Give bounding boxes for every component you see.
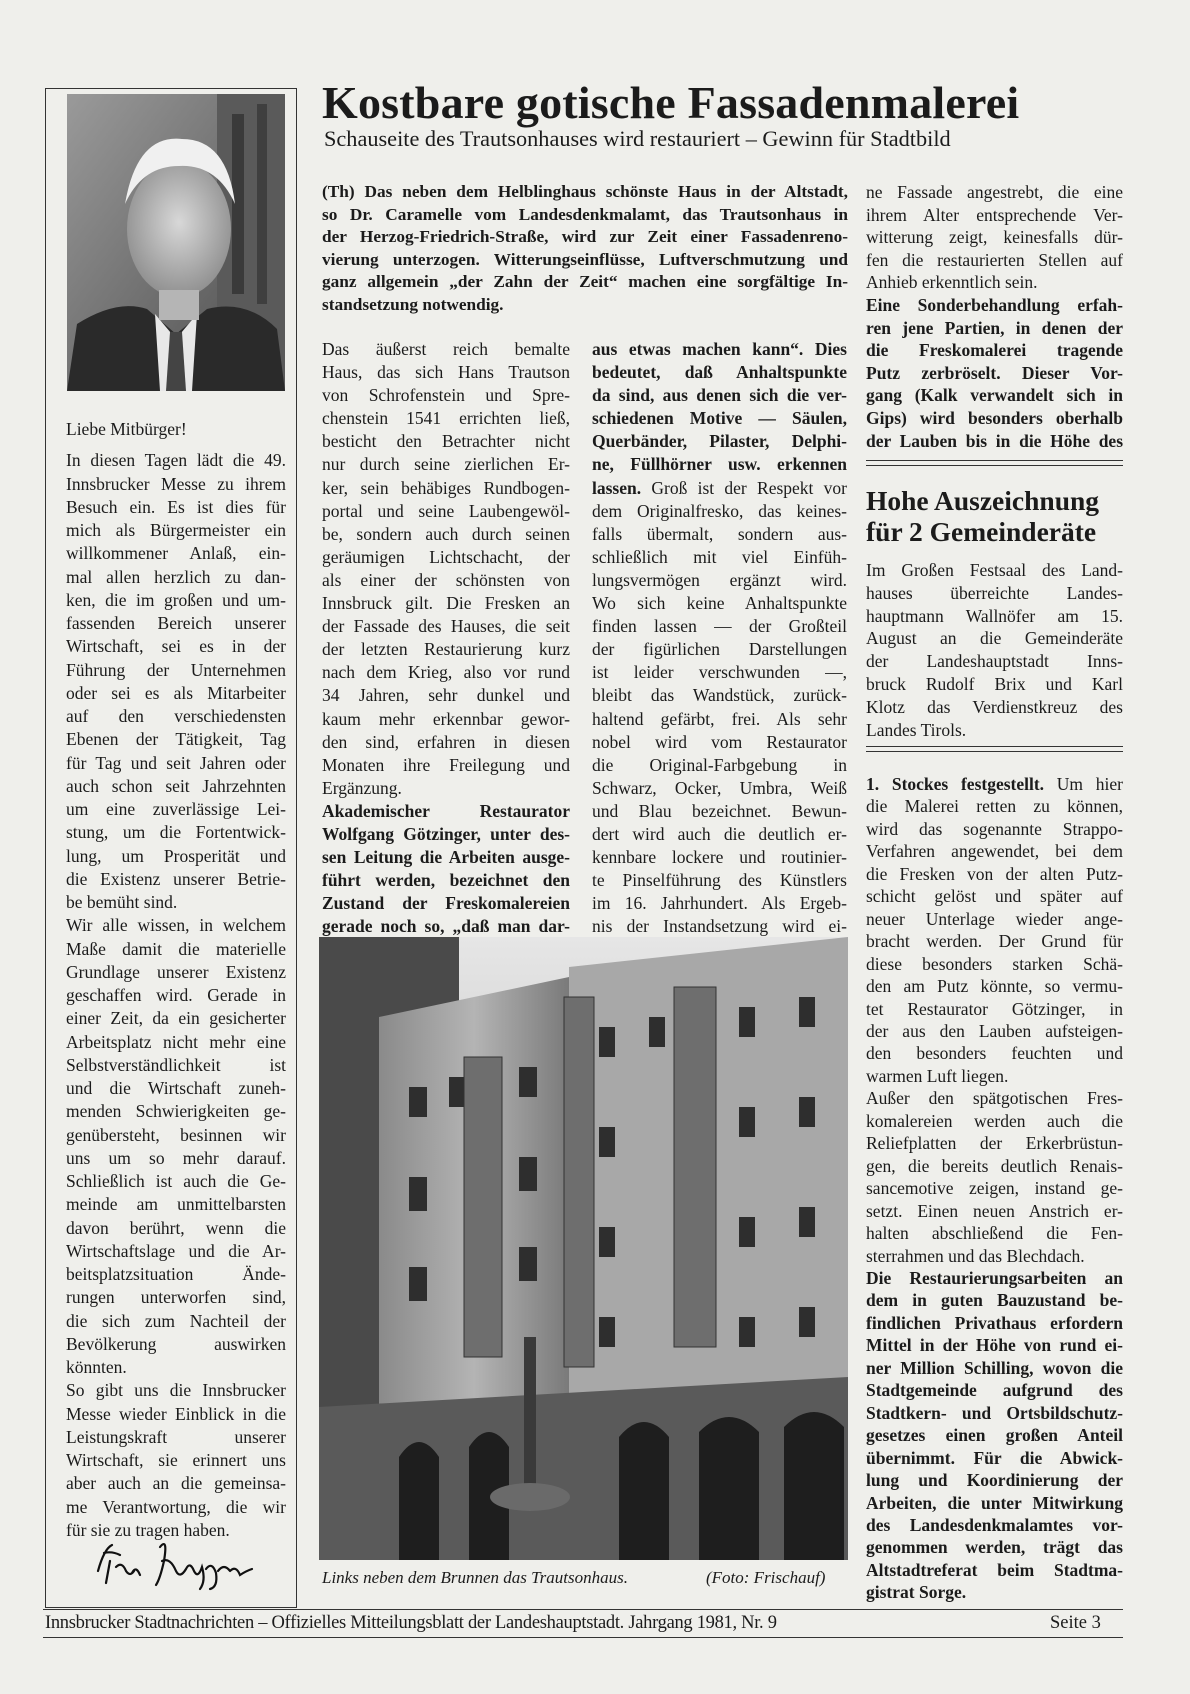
text-line: für Tag und seit Jahren oder (66, 752, 286, 773)
text-line: Landes Tirols. (866, 719, 967, 740)
text-line: Zustand der Freskomalereien (322, 893, 570, 914)
text-line: und die Wirtschaft zuneh- (66, 1078, 286, 1098)
text-line: lung und Koordinierung der (866, 1470, 1123, 1491)
text-line: Arbeiten, die unter Mitwirkung (866, 1492, 1123, 1513)
text-segment: Um hier (1044, 774, 1123, 794)
text-line: dem in guten Bauzustand be- (866, 1290, 1123, 1311)
mayor-letter-text (66, 418, 286, 1542)
letter-greeting: Liebe Mitbürger! (66, 419, 187, 439)
text-line: Außer den spätgotischen Fres- (866, 1088, 1123, 1109)
text-line: sterrahmen und das Blechdach. (866, 1245, 1085, 1266)
text-line: Akademischer Restaurator (322, 800, 570, 821)
article-column-2 (592, 338, 847, 938)
double-rule-divider (866, 746, 1123, 752)
text-line: Stadtgemeinde aufgrund des (866, 1380, 1123, 1401)
text-line: Messe wieder Einblick in die (66, 1403, 286, 1424)
text-line: sancemotive zeigen, instand ge- (866, 1178, 1123, 1199)
double-rule-divider (866, 460, 1123, 466)
text-line: Anhieb erkenntlich sein. (866, 272, 1038, 293)
text-line: diese besonders starken Schä- (866, 953, 1123, 974)
text-line: fassenden Bereich unserer (66, 613, 286, 633)
text-line: me Verantwortung, die wir (66, 1496, 286, 1517)
text-line: falls übermalt, sondern aus- (592, 523, 847, 544)
text-line: dert wird auch die deutlich er- (592, 823, 847, 844)
text-line: fen die restaurierten Stellen auf (866, 249, 1123, 270)
text-line: ker, sein behäbiges Rundbogen- (322, 477, 570, 498)
text-line: be bemüht sind. (66, 892, 178, 912)
text-line: die sich zum Nachteil der (66, 1310, 286, 1331)
text-line: findlichen Privathaus erfordern (866, 1312, 1123, 1333)
article-column-3-bottom (866, 773, 1123, 1604)
text-line: bleibt das Wandstück, zurück- (592, 685, 847, 706)
text-line: Das äußerst reich bemalte (322, 339, 570, 359)
text-line (592, 430, 847, 453)
text-line: Schließlich ist auch die Ge- (66, 1171, 286, 1191)
text-line: Klotz das Verdienstkreuz des (866, 696, 1123, 717)
text-line: ken, die im großen und um- (66, 589, 286, 610)
text-segment: schiedenen Motive — Säulen, (592, 408, 847, 429)
text-line: der Landeshauptstadt Inns- (866, 651, 1123, 672)
text-line: dem Originalfresko, das keines- (592, 500, 847, 521)
text-line: mal allen herzlich zu dan- (66, 566, 286, 587)
text-line: chenstein 1541 errichten ließ, (322, 408, 570, 429)
text-line: lung, um Prosperität und (66, 845, 286, 866)
text-line: ganz allgemein „der Zahn der Zeit“ machen eine sorgfältige In- (322, 272, 848, 292)
text-line (592, 407, 847, 430)
text-line: 34 Jahren, sehr dunkel und (322, 685, 570, 706)
text-line (592, 453, 847, 476)
text-line: schließlich mit viel Einfüh- (592, 546, 847, 567)
text-line: vierung unterzogen. Witterungseinflüsse, Luftverschmutzung und (322, 249, 848, 269)
article-headline: Kostbare gotische Fassadenmalerei (322, 77, 1020, 128)
text-line: Besuch ein. Es ist dies für (66, 496, 286, 517)
text-line: Monaten ihre Freilegung und (322, 754, 570, 775)
text-line: Reliefplatten der Erkerbrüstun- (866, 1133, 1123, 1154)
article-subtitle: Schauseite des Trautsonhauses wird restauriert – Gewinn für Stadtbild (324, 126, 951, 151)
text-line: Führung der Unternehmen (66, 659, 286, 680)
text-line: des Landesdenkmalamtes vor- (866, 1514, 1123, 1535)
text-line: halten abschließend die Fen- (866, 1223, 1123, 1244)
text-line: August an die Gemeinderäte (866, 628, 1123, 649)
text-line: neuer Unterlage wieder ange- (866, 908, 1123, 929)
text-line (592, 361, 847, 384)
text-line: Selbstverständlichkeit ist (66, 1054, 286, 1075)
text-line: der Herzog-Friedrich-Straße, wird zur Zeit einer Fassadenreno- (322, 227, 848, 247)
text-segment: bedeutet, daß Anhaltspunkte (592, 362, 847, 383)
text-line: den besonders feuchten und (866, 1043, 1123, 1064)
sidebar-headline-line-2: für 2 Gemeinderäte (866, 516, 1097, 547)
mayor-portrait-photo (67, 94, 285, 391)
text-line: Ergänzung. (322, 777, 402, 798)
article-column-3-top (866, 181, 1123, 452)
text-line (866, 773, 1123, 795)
text-line: (Th) Das neben dem Helblinghaus schönste Haus in der Altstadt, (322, 182, 848, 201)
text-line: willkommener Anlaß, ein- (66, 543, 286, 564)
text-line: portal und seine Laubengewöl- (322, 500, 570, 521)
text-line: Gips) wird besonders oberhalb (866, 407, 1123, 428)
sidebar-headline-line-1: Hohe Auszeichnung (866, 485, 1100, 516)
text-line: einer Zeit, da ein gesicherter (66, 1008, 286, 1029)
text-line: Wirtschaft, sie erinnert uns (66, 1450, 286, 1470)
text-line: rungen unterworfen sind, (66, 1287, 286, 1308)
text-line: so Dr. Caramelle vom Landesdenkmalamt, das Trautsonhaus in (322, 204, 848, 224)
text-line: übernimmt. Für die Abwick- (866, 1447, 1123, 1468)
text-line: nach dem Krieg, also vor rund (322, 662, 570, 683)
photo-caption: Links neben dem Brunnen das Trautsonhaus. (322, 1568, 628, 1587)
text-line (592, 384, 847, 407)
text-line: Haus, das sich Hans Trautson (322, 362, 570, 383)
text-line: der letzten Restaurierung kurz (322, 639, 570, 660)
text-line: der Lauben bis in die Höhe des (866, 430, 1123, 451)
footer-rule-top (43, 1609, 1123, 1610)
text-line: gerade noch so, „daß man dar- (322, 916, 570, 937)
text-line: te Pinselführung des Künstlers (592, 870, 847, 891)
text-line: Innsbrucker Messe zu ihrem (66, 473, 286, 494)
text-line: schicht gelöst und später auf (866, 886, 1123, 907)
text-line: finden lassen — der Großteil (592, 616, 847, 637)
text-line: kennbare lockere und routinier- (592, 847, 847, 868)
text-line: setzt. Einen neuen Anstrich er- (866, 1200, 1123, 1221)
text-line: für sie zu tragen haben. (66, 1519, 230, 1540)
text-line: die Existenz unserer Betrie- (66, 868, 286, 889)
text-line: standsetzung notwendig. (322, 294, 504, 314)
text-line: auch schon seit Jahrzehnten (66, 775, 286, 796)
text-segment: ne, Füllhörner usw. erkennen (592, 454, 847, 475)
text-line: lungsvermögen ergänzt wird. (592, 569, 847, 590)
text-line: gang (Kalk verwandelt sich in (866, 385, 1123, 406)
text-line: ner Million Schilling, wovon die (866, 1357, 1123, 1378)
text-line: Wirtschaftslage und die Ar- (66, 1240, 286, 1261)
text-line: als einer der schönsten von (322, 569, 570, 590)
text-line: Die Restaurierungsarbeiten an (866, 1267, 1123, 1288)
text-line: uns um so mehr darauf. (66, 1147, 286, 1168)
text-line: die Malerei retten zu können, (866, 796, 1123, 817)
text-line: Wirtschaft, sei es in der (66, 636, 286, 657)
text-line: die Freskomalerei tragende (866, 340, 1123, 361)
text-line: hauses überreichte Landes- (866, 582, 1123, 603)
text-line: aber auch an die gemeinsa- (66, 1473, 286, 1494)
text-line: um eine zuverlässige Lei- (66, 799, 286, 819)
text-line: geräumigen Lichtschacht, der (322, 546, 570, 567)
text-line: Verfahren angewendet, bei dem (866, 841, 1123, 862)
text-line: meinde am unmittelbarsten (66, 1194, 286, 1215)
text-line: Altstadtreferat beim Stadtma- (866, 1559, 1123, 1580)
text-line: den sind, erfahren in diesen (322, 731, 570, 752)
text-line: ne Fassade angestrebt, die eine (866, 182, 1123, 202)
text-line: führt werden, bezeichnet den (322, 870, 570, 891)
text-line: witterung zeigt, keinesfalls dür- (866, 227, 1123, 248)
text-line: oder sei es als Mitarbeiter (66, 682, 286, 703)
text-line: der aus den Lauben aufsteigen- (866, 1020, 1123, 1041)
footer-publication: Innsbrucker Stadtnachrichten – Offizielles Mitteilungsblatt der Landeshauptstadt. Jahrgang 1981, Nr. 9 (45, 1613, 777, 1633)
text-segment: 1. Stockes festgestellt. (866, 774, 1045, 794)
text-line: den am Putz könnte, so vermu- (866, 976, 1123, 997)
text-line: Schwarz, Ocker, Umbra, Weiß (592, 777, 847, 798)
text-line: der Fassade des Hauses, die seit (322, 616, 570, 637)
text-line: Ebenen der Tätigkeit, Tag (66, 729, 286, 750)
text-line: Wir alle wissen, in welchem (66, 915, 286, 936)
text-line: ren jene Partien, in denen der (866, 317, 1123, 338)
text-line: So gibt uns die Innsbrucker (66, 1380, 286, 1401)
text-line: beitsplatzsituation Ände- (66, 1264, 286, 1284)
text-line: ihrem Alter entsprechende Ver- (866, 204, 1123, 225)
text-line: auf den verschiedensten (66, 706, 286, 726)
text-line: Wolfgang Götzinger, unter des- (322, 823, 570, 844)
text-segment: da sind, aus denen sich die ver- (592, 385, 847, 406)
text-line: komalereien werden auch die (866, 1110, 1123, 1131)
text-line: Mittel in der Höhe von rund ei- (866, 1335, 1123, 1356)
letter-body (66, 449, 286, 1542)
text-line: Eine Sonderbehandlung erfah- (866, 294, 1123, 315)
sidebar-article-body (866, 559, 1123, 741)
text-line: bracht werden. Der Grund für (866, 931, 1123, 952)
text-line: Putz zerbröselt. Dieser Vor- (866, 362, 1123, 383)
text-line: davon berührt, wenn die (66, 1217, 286, 1238)
article-lead (322, 181, 848, 317)
text-line: nis der Instandsetzung wird ei- (592, 916, 847, 937)
text-line: be, sondern auch durch seinen (322, 523, 570, 544)
text-line: und Blau bezeichnet. Bewun- (592, 800, 847, 821)
text-line: hauptmann Wallnöfer am 15. (866, 605, 1123, 626)
text-line: menden Schwierigkeiten ge- (66, 1101, 286, 1122)
text-line: Maße damit die materielle (66, 938, 286, 959)
text-segment: Groß ist der Respekt vor (641, 477, 847, 498)
text-line: genommen werden, trägt das (866, 1537, 1123, 1558)
text-line: nur durch seine zierlichen Er- (322, 454, 570, 475)
text-segment: lassen. (592, 477, 642, 498)
text-line: Arbeitsplatz nicht mehr eine (66, 1031, 286, 1052)
text-line: Grundlage unserer Existenz (66, 961, 286, 982)
text-line: genübersteht, besinnen wir (66, 1124, 286, 1145)
text-line: die Fresken von der alten Putz- (866, 863, 1123, 884)
text-line: besticht den Betrachter nicht (322, 431, 570, 452)
text-line: Stadtkern- und Ortsbildschutz- (866, 1402, 1123, 1423)
text-line: nobel wird vom Restaurator (592, 731, 847, 752)
text-line: geschaffen wird. Gerade in (66, 985, 286, 1005)
text-line: gesetzes einen großen Anteil (866, 1425, 1123, 1446)
text-line: Bevölkerung auswirken (66, 1333, 286, 1354)
text-segment: aus etwas machen kann“. Dies (592, 339, 847, 359)
text-line (592, 477, 847, 500)
footer-page-number: Seite 3 (1050, 1613, 1101, 1633)
text-line: ist leider verschwunden —, (592, 662, 847, 683)
text-line: von Schrofenstein und Spre- (322, 385, 570, 406)
text-line: Im Großen Festsaal des Land- (866, 560, 1123, 580)
text-line: der figürlichen Darstellungen (592, 639, 847, 660)
mayor-signature (90, 1531, 270, 1591)
text-line: haltend gefärbt, frei. Als sehr (592, 708, 847, 729)
text-line: die Original-Farbgebung in (592, 754, 847, 775)
footer-rule-bottom (43, 1637, 1123, 1638)
text-line: könnten. (66, 1357, 127, 1377)
text-line: gen, die bereits deutlich Renais- (866, 1155, 1123, 1176)
article-column-1 (322, 338, 570, 938)
text-line: bruck Rudolf Brix und Karl (866, 673, 1123, 694)
text-line: tet Restaurator Götzinger, in (866, 998, 1123, 1019)
text-line (592, 338, 847, 361)
photo-credit: (Foto: Frischauf) (706, 1568, 826, 1587)
text-line: Wo sich keine Anhaltspunkte (592, 593, 847, 614)
text-line: im 16. Jahrhundert. Als Ergeb- (592, 893, 847, 914)
sidebar-headline (866, 485, 1126, 547)
text-line: gistrat Sorge. (866, 1582, 967, 1603)
text-line: Leistungskraft unserer (66, 1426, 286, 1447)
text-line: stung, um die Fortentwick- (66, 822, 286, 843)
text-line: kaum mehr erkennbar gewor- (322, 708, 570, 729)
text-line: In diesen Tagen lädt die 49. (66, 450, 286, 471)
text-line: mich als Bürgermeister ein (66, 520, 286, 540)
text-segment: Querbänder, Pilaster, Delphi- (592, 431, 847, 452)
text-line: Innsbruck gilt. Die Fresken an (322, 593, 570, 614)
text-line: wird das sogenannte Strappo- (866, 818, 1123, 839)
text-line: sen Leitung die Arbeiten ausge- (322, 847, 570, 868)
trautsonhaus-photo (319, 937, 848, 1560)
text-line: warmen Luft liegen. (866, 1065, 1009, 1086)
